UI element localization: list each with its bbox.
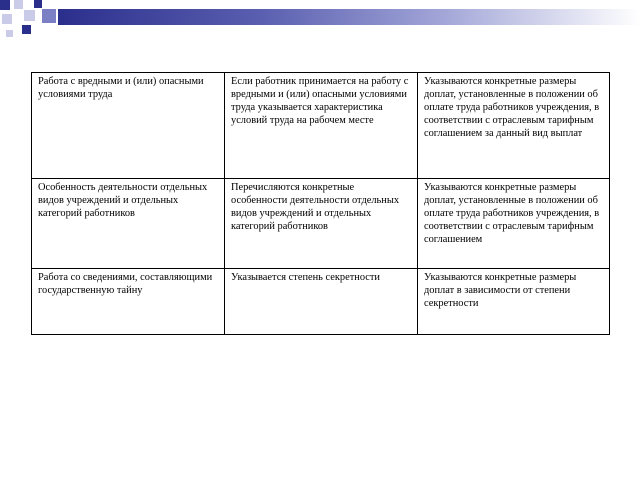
table-cell: Если работник принимается на работу с вредными и (или) опасными условиями труда указывается характеристика условий труда на рабочем месте bbox=[225, 73, 418, 179]
table-cell: Перечисляются конкретные особенности деятельности отдельных видов учреждений и отдельных категорий работников bbox=[225, 179, 418, 269]
payments-table bbox=[31, 72, 610, 335]
table-cell: Работа с вредными и (или) опасными условиями труда bbox=[32, 73, 225, 179]
table-cell: Указываются конкретные размеры доплат, установленные в положении об оплате труда работников учреждения, в соответствии с отраслевым тарифным соглашением за данный вид выплат bbox=[418, 73, 610, 179]
table-row bbox=[32, 73, 610, 179]
table-cell: Указывается степень секретности bbox=[225, 269, 418, 335]
decor-square bbox=[24, 10, 35, 21]
table-cell: Особенность деятельности отдельных видов учреждений и отдельных категорий работников bbox=[32, 179, 225, 269]
table-row bbox=[32, 269, 610, 335]
decor-square bbox=[34, 0, 42, 8]
decor-square bbox=[2, 14, 12, 24]
table-cell: Указываются конкретные размеры доплат, установленные в положении об оплате труда работников учреждения, в соответствии с отраслевым тарифным соглашением bbox=[418, 179, 610, 269]
table-cell: Работа со сведениями, составляющими государственную тайну bbox=[32, 269, 225, 335]
decor-square bbox=[6, 30, 13, 37]
table-row bbox=[32, 179, 610, 269]
slide-header-decoration bbox=[0, 0, 640, 40]
header-gradient-bar bbox=[58, 9, 640, 25]
decor-square bbox=[0, 0, 10, 10]
decor-square bbox=[14, 0, 23, 9]
table-cell: Указываются конкретные размеры доплат в зависимости от степени секретности bbox=[418, 269, 610, 335]
decor-square bbox=[42, 9, 56, 23]
decor-square bbox=[22, 25, 31, 34]
